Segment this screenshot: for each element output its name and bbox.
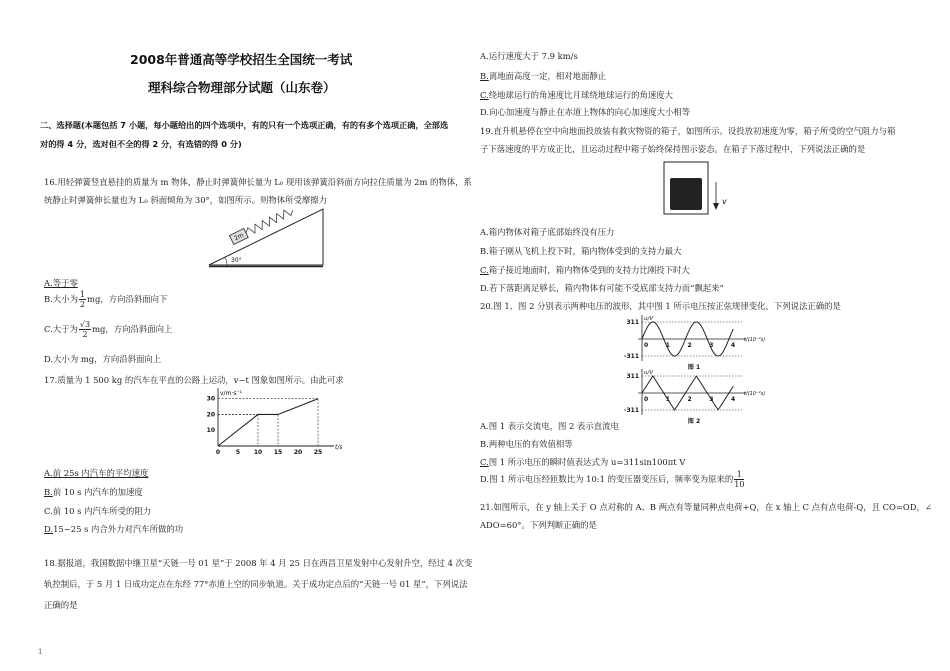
x-tick-label: 1: [665, 396, 670, 403]
q17-option-b: B.前 10 s 内汽车的加速度: [44, 487, 143, 497]
q19-stem-line1: 19.直升机悬停在空中向地面投放装有救灾物资的箱子，如图所示。设投放初速度为零，箱子所受的空气阻力与箱: [480, 126, 896, 136]
x-tick-label: 3: [709, 342, 714, 349]
q17-option-d: D.15~25 s 内合外力对汽车所做的功: [44, 524, 184, 534]
vt-chart: [190, 388, 343, 458]
vt-series-line: [218, 399, 318, 446]
incline-angle-label: 30°: [231, 257, 242, 264]
q18-option-a: A.运行速度大于 7.9 km/s: [480, 51, 578, 61]
q18-option-b: B.离地面高度一定，相对地面静止: [480, 71, 607, 81]
figure-caption: 图 2: [687, 418, 701, 425]
x-tick-label: 0: [215, 449, 221, 456]
section-instructions-line1: 二、选择题(本题包括 7 小题，每小题给出的四个选项中，有的只有一个选项正确，有的有多个选项正确，全部选: [40, 120, 449, 130]
incline-mass-label: 2m: [233, 231, 245, 243]
q16-option-b: B.大小为 $\frac{1}{2}$ mg，方向沿斜面向下: [44, 290, 168, 309]
y-tick-label: 30: [206, 395, 215, 403]
x-tick-label: 15: [273, 449, 283, 456]
x-tick-label: 20: [293, 449, 303, 456]
q17-option-a: A.前 25s 内汽车的平均速度: [44, 468, 149, 478]
x-tick-label: 3: [709, 396, 714, 403]
q18-stem-line2: 轨控制后，于 5 月 1 日成功定点在东经 77°赤道上空的同步轨道。关于成功定点后的“天链一号 01 星”，下列说法: [44, 579, 468, 589]
box-contents: [670, 178, 702, 210]
x-tick-label: 25: [313, 449, 323, 456]
q16-option-d: D.大小为 mg，方向沿斜面向上: [44, 354, 162, 364]
x-tick-label: 10: [253, 449, 263, 456]
x-axis-label: t/(10⁻²s): [744, 391, 766, 397]
q19-option-a: A.箱内物体对箱子底部始终没有压力: [480, 227, 615, 237]
q17-stem-line1: 17.质量为 1 500 kg 的汽车在平直的公路上运动，v−t 图象如图所示。由此可求: [44, 375, 344, 385]
falling-box-figure: [660, 160, 730, 218]
q20-option-c: C.图 1 所示电压的瞬时值表达式为 u=311sin100πt V: [480, 457, 686, 467]
q21-stem-line2: ADO=60°。下列判断正确的是: [480, 520, 597, 530]
voltage-chart-1: [620, 312, 770, 371]
y-tick-label: -311: [623, 407, 639, 414]
q16-option-c: C.大于为 $\frac{√3}{2}$ mg，方向沿斜面向上: [44, 320, 173, 339]
q19-option-b: B.箱子刚从飞机上投下时，箱内物体受到的支持力最大: [480, 246, 682, 256]
y-tick-label: 10: [206, 427, 215, 435]
q18-stem-line1: 18.据报道，我国数据中继卫星“天链一号 01 星”于 2008 年 4 月 25 日在西昌卫星发射中心发射升空，经过 4 次变: [44, 558, 473, 568]
x-axis-label: t/s: [335, 444, 343, 451]
y-tick-label: -311: [623, 353, 639, 360]
y-tick-label: 20: [206, 411, 215, 419]
q20-stem-line1: 20.图 1、图 2 分别表示两种电压的波形，其中图 1 所示电压按正弦规律变化，下列说法正确的是: [480, 301, 841, 311]
y-axis-label: u/V: [644, 370, 654, 376]
voltage-chart-2: [620, 366, 770, 424]
page-number: 1: [38, 648, 43, 656]
q16-stem-line2: 统静止时弹簧伸长量也为 L₀ 斜面倾角为 30°，如图所示。则物体所受摩擦力: [44, 195, 327, 205]
x-tick-label: 0: [644, 342, 649, 349]
exam-title: 2008年普通高等学校招生全国统一考试: [130, 52, 353, 67]
x-tick-label: 4: [730, 396, 736, 403]
incline-figure: [205, 207, 330, 269]
x-tick-label: 2: [687, 342, 692, 349]
q18-option-d: D.向心加速度与静止在赤道上物体的向心加速度大小相等: [480, 107, 691, 117]
figure-caption: 图 1: [687, 364, 701, 371]
x-tick-label: 1: [665, 342, 670, 349]
x-tick-label: 0: [644, 396, 649, 403]
velocity-label: v: [722, 197, 727, 206]
q20-option-b: B.两种电压的有效值相等: [480, 439, 573, 449]
q21-stem-line1: 21.如图所示，在 y 轴上关于 O 点对称的 A、B 两点有等量同种点电荷+Q，在 x 轴上 C 点有点电荷-Q，且 CO=OD，∠: [480, 502, 932, 512]
y-axis-label: v/m·s⁻¹: [220, 390, 243, 397]
x-axis-label: t/(10⁻²s): [744, 337, 766, 343]
q17-option-c: C.前 10 s 内汽车所受的阻力: [44, 506, 152, 516]
q19-option-c: C.箱子接近地面时，箱内物体受到的支持力比刚投下时大: [480, 265, 690, 275]
x-tick-label: 2: [687, 396, 692, 403]
exam-subtitle: 理科综合物理部分试题（山东卷）: [148, 80, 336, 95]
section-instructions-line2: 对的得 4 分，选对但不全的得 2 分，有选错的得 0 分): [40, 139, 242, 149]
q20-option-d: D.图 1 所示电压经匝数比为 10:1 的变压器变压后，频率变为原来的 $\frac{1}{10}$: [480, 470, 745, 489]
q16-stem-line1: 16.用轻弹簧竖直悬挂的质量为 m 物体，静止时弹簧伸长量为 L₀ 现用该弹簧沿斜面方向拉住质量为 2m 的物体，系: [44, 177, 472, 187]
y-axis-label: u/V: [644, 316, 654, 322]
q18-option-c: C.绕地球运行的角速度比月球绕地球运行的角速度大: [480, 90, 674, 100]
q19-stem-line2: 子下落速度的平方成正比，且运动过程中箱子始终保持图示姿态。在箱子下落过程中，下列说法正确的是: [480, 144, 866, 154]
q20-option-a: A.图 1 表示交流电，图 2 表示直流电: [480, 421, 619, 431]
x-tick-label: 4: [730, 342, 736, 349]
x-tick-label: 5: [235, 449, 241, 456]
q16-option-a: A.等于零: [44, 278, 78, 288]
y-tick-label: 311: [626, 319, 639, 326]
y-tick-label: 311: [626, 373, 639, 380]
q18-stem-line3: 正确的是: [44, 600, 78, 610]
q19-option-d: D.若下落距离足够长，箱内物体有可能不受底部支持力而“飘起来”: [480, 283, 724, 293]
